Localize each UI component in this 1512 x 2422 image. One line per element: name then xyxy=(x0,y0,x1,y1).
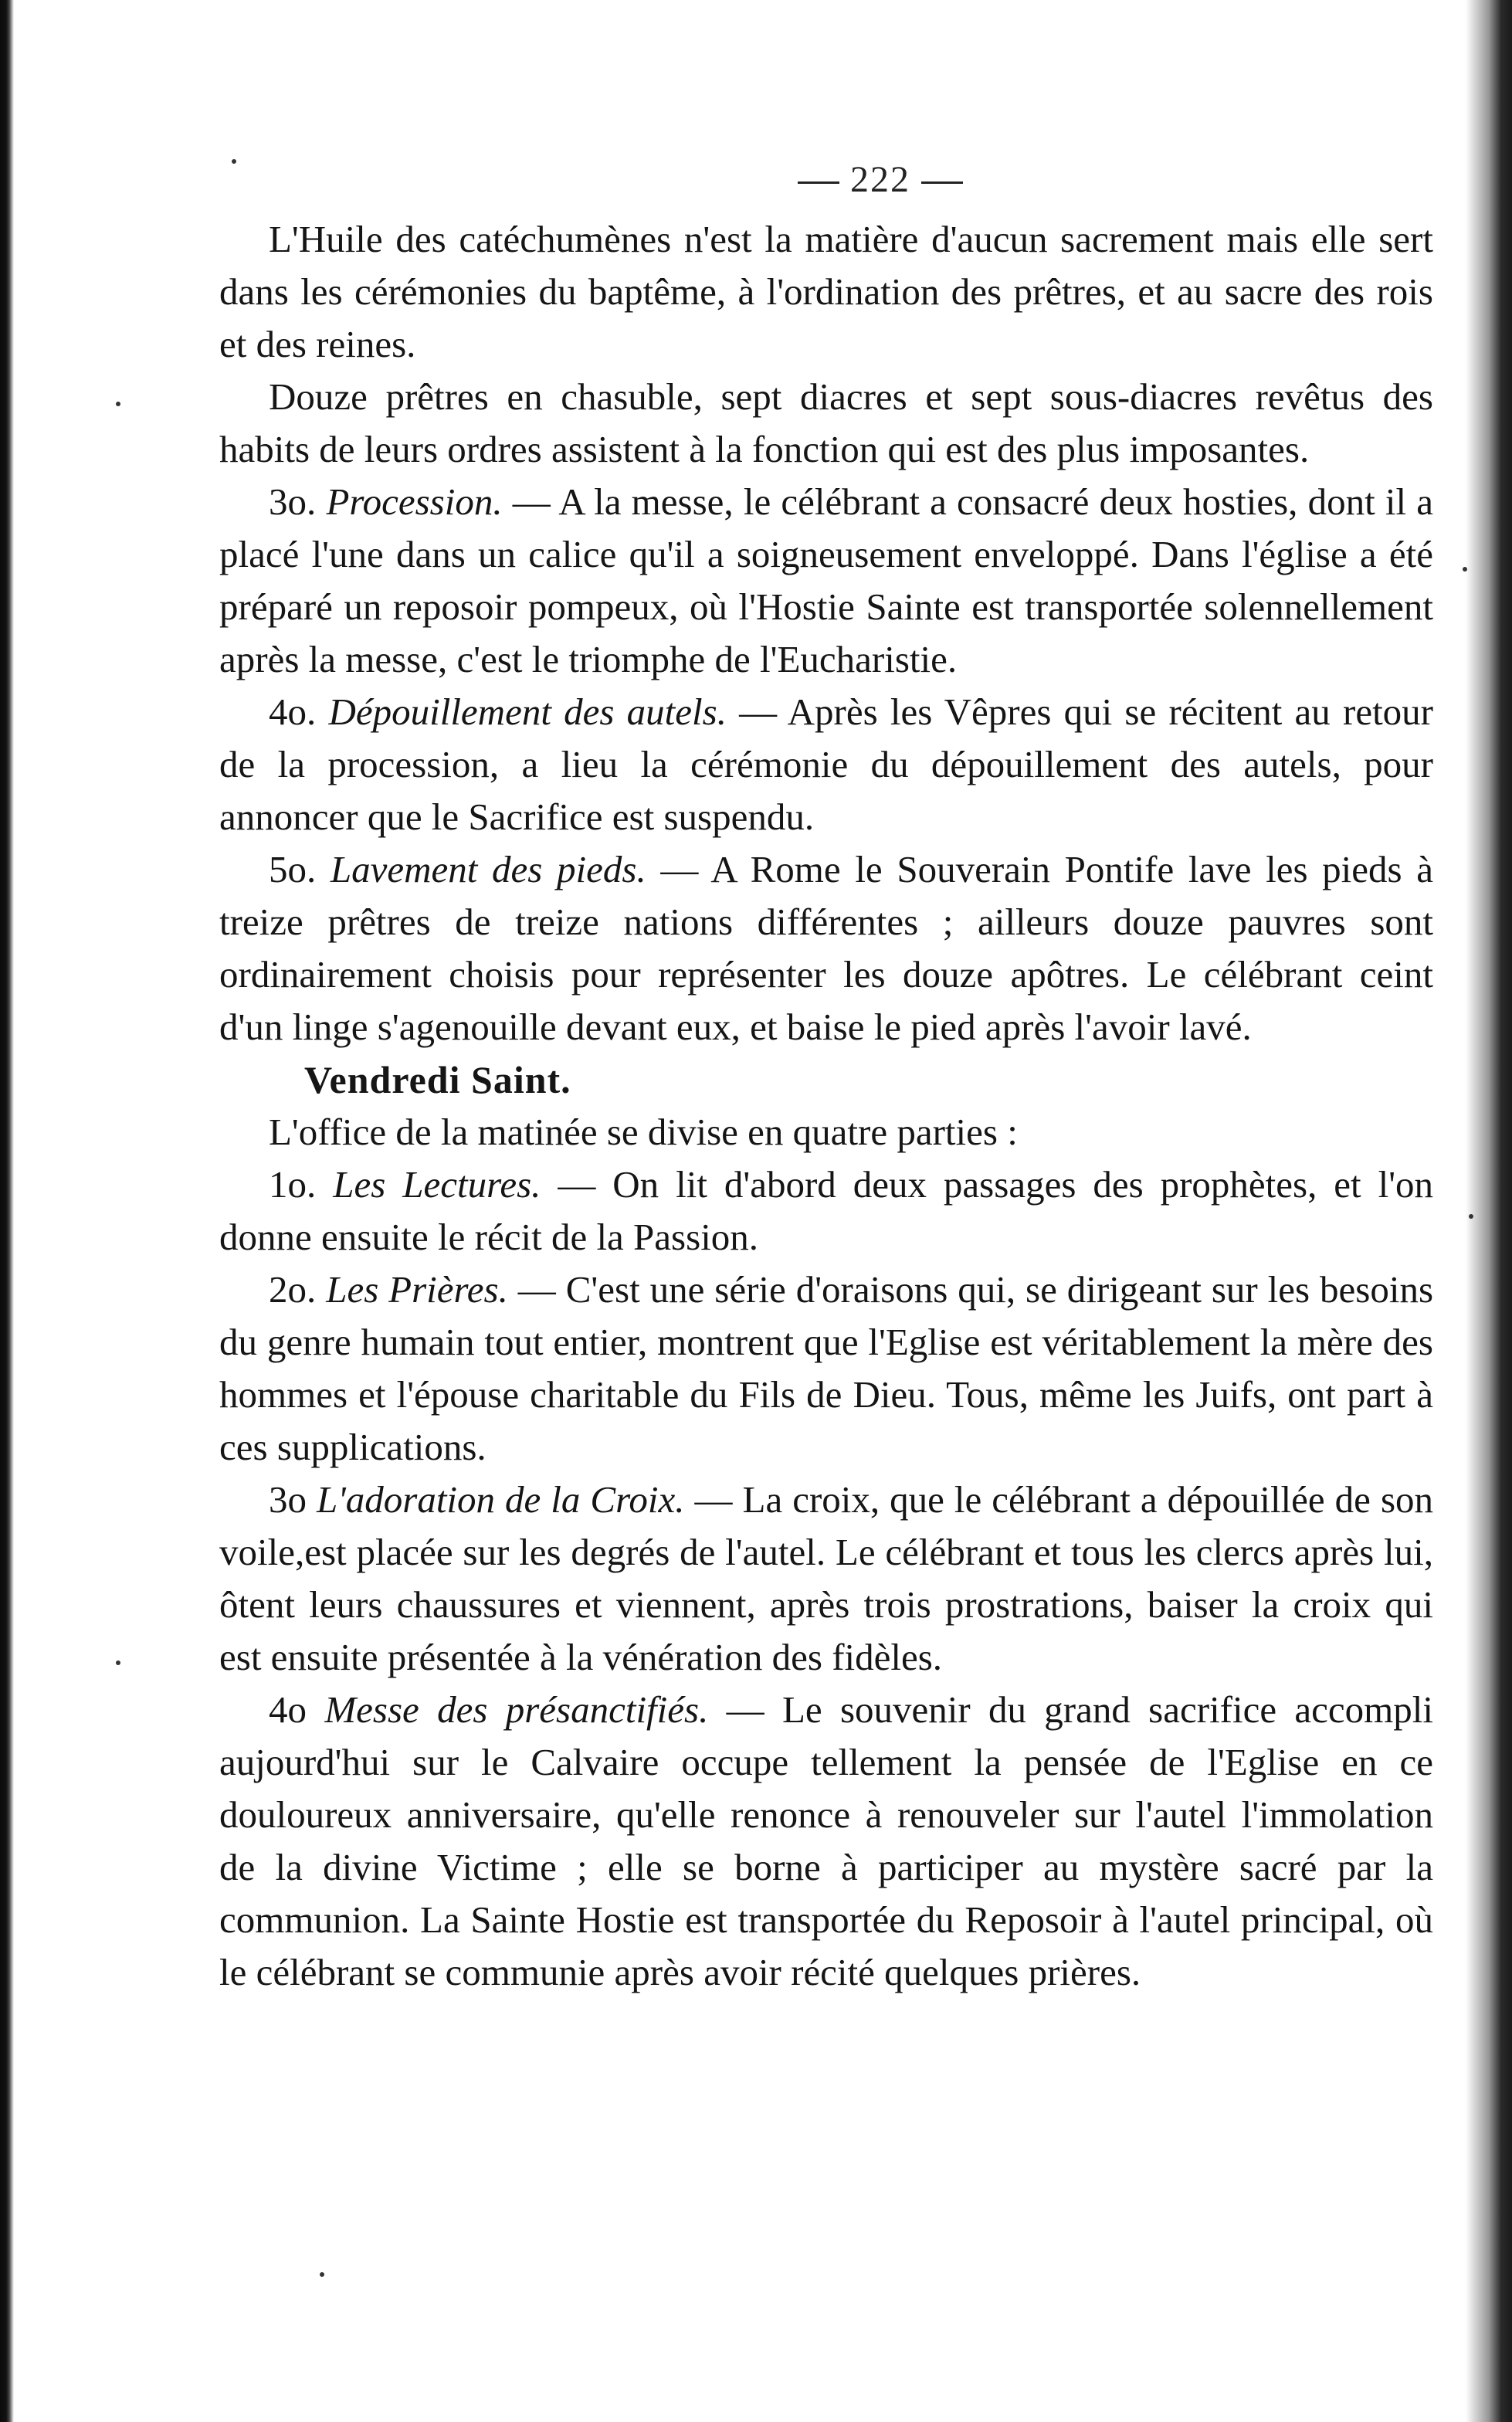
item-dash: — xyxy=(502,480,559,523)
item-label: Procession. xyxy=(326,480,503,523)
numbered-paragraph-prayers xyxy=(219,1264,1433,1474)
item-label: L'adoration de la Croix. xyxy=(317,1478,685,1521)
numbered-paragraph-adoration xyxy=(219,1474,1433,1684)
item-number: 2o. xyxy=(269,1268,317,1311)
item-dash: — xyxy=(708,1688,782,1731)
scan-left-edge xyxy=(0,0,14,2422)
scan-speck xyxy=(116,402,120,406)
numbered-paragraph-procession xyxy=(219,476,1433,686)
item-label: Les Prières. xyxy=(326,1268,508,1311)
item-dash: — xyxy=(684,1478,743,1521)
numbered-paragraph-mass-presanctified xyxy=(219,1684,1433,1999)
scan-speck xyxy=(1463,567,1467,572)
item-label: Messe des présanctifiés. xyxy=(324,1688,709,1731)
item-number: 1o. xyxy=(269,1163,317,1206)
numbered-paragraph-washing-feet xyxy=(219,843,1433,1053)
scan-speck xyxy=(116,1660,120,1665)
item-label: Les Lectures. xyxy=(333,1163,541,1206)
scan-right-edge xyxy=(1466,0,1512,2422)
item-dash: — xyxy=(507,1268,566,1311)
numbered-paragraph-readings xyxy=(219,1158,1433,1264)
item-text: Le souvenir du grand sacrifice accompli aujourd'hui sur le Calvaire occupe tellement la pensée de l'Eglise en ce douloureux anniversaire, qu'elle renonce à renouveler sur l'autel l'immolation de la divine Victime ; elle se borne à participer au mystère sacré par la communion. La Sainte Hostie est transportée du Reposoir à l'autel principal, où le célébrant se communie après avoir récité quelques prières. xyxy=(219,1688,1433,1993)
book-page xyxy=(219,147,1433,1999)
paragraph-office-intro: L'office de la matinée se divise en quatre parties : xyxy=(269,1111,1018,1153)
item-label: Lavement des pieds. xyxy=(330,848,646,890)
item-dash: — xyxy=(541,1163,613,1206)
page-number: 222 xyxy=(219,147,1433,213)
scan-speck xyxy=(320,2272,324,2277)
item-text: Après les Vêpres qui se récitent au retour de la procession, a lieu la cérémonie du dépouillement des autels, pour annoncer que le Sacrifice est suspendu. xyxy=(219,690,1433,838)
item-number: 3o. xyxy=(269,480,317,523)
page-text xyxy=(219,213,1433,1999)
item-number: 4o xyxy=(269,1688,307,1731)
item-dash: — xyxy=(646,848,711,890)
item-text: A Rome le Souverain Pontife lave les pieds à treize prêtres de treize nations différentes ; ailleurs douze pauvres sont ordinairement choisis pour représenter les douze apôtres. Le célébrant ceint d'un linge s'agenouille devant eux, et baise le pied après l'avoir lavé. xyxy=(219,848,1434,1048)
item-dash: — xyxy=(726,690,788,733)
section-heading: Vendredi Saint. xyxy=(304,1058,571,1101)
numbered-paragraph-stripping-altars xyxy=(219,686,1433,843)
paragraph-holy-oil: L'Huile des catéchumènes n'est la matière d'aucun sacrement mais elle sert dans les cérémonies du baptême, à l'ordination des prêtres, et au sacre des rois et des reines. xyxy=(219,218,1433,365)
item-number: 3o xyxy=(269,1478,307,1521)
item-text: A la messe, le célébrant a consacré deux hosties, dont il a placé l'une dans un calice qu'il a soigneusement enveloppé. Dans l'église a été préparé un reposoir pompeux, où l'Hostie Sainte est transportée solennellement après la messe, c'est le triomphe de l'Eucharistie. xyxy=(219,480,1434,680)
scan-speck xyxy=(1469,1214,1473,1219)
item-number: 5o. xyxy=(269,848,317,890)
item-text: On lit d'abord deux passages des prophètes, et l'on donne ensuite le récit de la Passion. xyxy=(219,1163,1434,1258)
paragraph-clergy: Douze prêtres en chasuble, sept diacres et sept sous-diacres revêtus des habits de leurs ordres assistent à la fonction qui est des plus imposantes. xyxy=(219,375,1433,470)
item-text: C'est une série d'oraisons qui, se dirigeant sur les besoins du genre humain tout entier, montrent que l'Eglise est véritablement la mère des hommes et l'épouse charitable du Fils de Dieu. Tous, même les Juifs, ont part à ces supplications. xyxy=(219,1268,1434,1468)
item-text: La croix, que le célébrant a dépouillée de son voile,est placée sur les degrés de l'autel. Le célébrant et tous les clercs après lui, ôtent leurs chaussures et viennent, après trois prostrations, baiser la croix qui est ensuite présentée à la vénération des fidèles. xyxy=(219,1478,1434,1678)
item-label: Dépouillement des autels. xyxy=(328,690,727,733)
item-number: 4o. xyxy=(269,690,317,733)
